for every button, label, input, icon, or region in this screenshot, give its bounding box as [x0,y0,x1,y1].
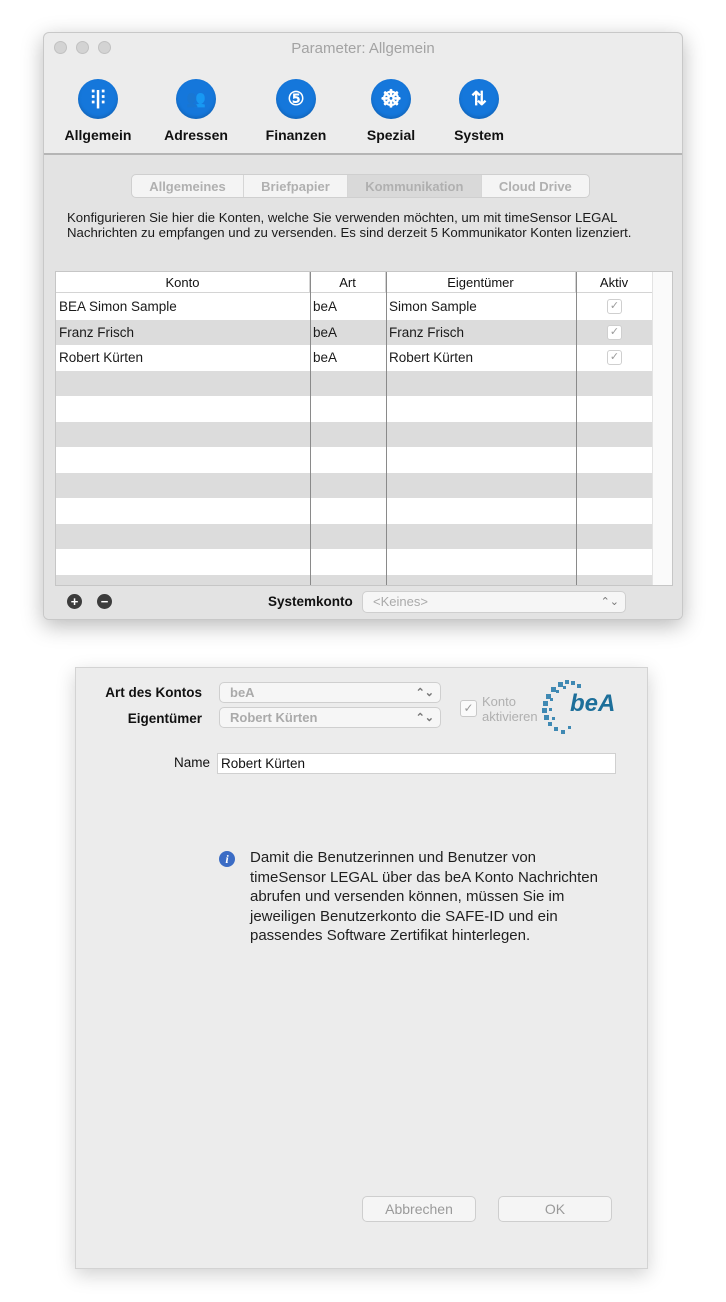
eigentuemer-value: Robert Kürten [230,710,318,725]
cancel-button[interactable]: Abbrechen [362,1196,476,1222]
konto-aktivieren-checkbox[interactable]: ✓ [460,700,477,717]
table-row[interactable] [56,320,653,346]
toolbar-label: Adressen [164,127,228,143]
coins-icon: ⑤ [276,79,316,119]
equalizer-icon: ⫶|⫶ [78,79,118,119]
active-checkbox[interactable]: ✓ [607,325,622,340]
empty-row [56,371,653,397]
toolbar-item-finanzen[interactable] [251,79,341,143]
empty-row [56,575,653,587]
cell-art: beA [313,324,338,340]
cell-eigentuemer: Simon Sample [389,299,477,314]
empty-row [56,473,653,499]
toolbar-label: Allgemein [64,127,132,143]
empty-row [56,422,653,448]
cell-aktiv [576,345,653,371]
people-icon: 👥 [176,79,216,119]
info-text: Damit die Benutzerinnen und Benutzer von timeSensor LEGAL über das beA Konto Nachrichten abrufen und versenden können, müssen Sie im jeweiligen Benutzerkonto die SAFE-ID und ein passendes Software Zertifikat hinterlegen. [250,849,598,944]
column-header-art[interactable]: Art [310,272,386,292]
systemkonto-label: Systemkonto [268,594,353,609]
systemkonto-select[interactable] [362,591,626,613]
name-label: Name [174,755,211,770]
info-icon: i [219,851,235,867]
empty-row [56,524,653,550]
ok-button[interactable]: OK [498,1196,612,1222]
description-text: Konfigurieren Sie hier die Konten, welche Sie verwenden möchten, um mit timeSensor LEGAL Nachrichten zu empfangen und zu versenden. Es sind derzeit 5 Kommunikator Konten lizenziert. [67,210,632,240]
column-header-konto[interactable]: Konto [56,272,310,292]
table-header [56,272,653,293]
cell-konto: BEA Simon Sample [59,299,177,314]
cell-aktiv [576,320,653,346]
tab-briefpapier[interactable]: Briefpapier [244,175,348,197]
preferences-content [44,155,682,620]
add-account-button[interactable]: + [67,594,82,609]
cell-eigentuemer: Franz Frisch [389,324,465,340]
active-checkbox[interactable]: ✓ [607,350,622,365]
art-des-kontos-select[interactable] [219,682,441,703]
systemkonto-value: <Keines> [373,594,428,609]
konto-aktivieren-label: Konto aktivieren [482,694,538,724]
column-header-aktiv[interactable]: Aktiv [576,272,653,292]
vertical-scrollbar[interactable] [652,272,672,585]
cell-konto: Robert Kürten [59,350,144,365]
preferences-toolbar [44,63,682,155]
tab-cloud-drive[interactable]: Cloud Drive [498,178,572,194]
sync-arrows-icon: ⇅ [459,79,499,119]
table-row[interactable] [56,345,653,371]
toolbar-label: System [454,127,504,143]
cell-art: beA [313,350,338,365]
toolbar-item-system[interactable] [434,79,524,143]
cell-konto: Franz Frisch [59,324,135,340]
empty-row [56,447,653,473]
bea-logo-text: beA [570,690,616,717]
name-field[interactable]: Robert Kürten [217,753,616,774]
bea-logo [536,678,622,736]
toolbar-label: Spezial [366,127,416,143]
tab-allgemeines[interactable]: Allgemeines [132,175,244,197]
cell-eigentuemer: Robert Kürten [389,350,474,365]
empty-row [56,549,653,575]
toolbar-label: Finanzen [265,127,327,143]
chevron-updown-icon: ⌃⌄ [415,687,434,699]
tab-kommunikation[interactable]: Kommunikation [348,175,482,197]
empty-row [56,396,653,422]
chevron-updown-icon: ⌃⌄ [600,596,619,608]
title-bar [44,33,682,63]
column-header-eigentuemer[interactable]: Eigentümer [386,272,576,292]
ship-wheel-icon: ☸ [371,79,411,119]
accounts-table [55,271,673,586]
empty-row [56,498,653,524]
chevron-updown-icon: ⌃⌄ [415,712,434,724]
account-sheet [75,667,648,1269]
column-divider [576,272,577,585]
cell-art: beA [313,299,338,314]
toolbar-item-spezial[interactable] [346,79,436,143]
eigentuemer-label: Eigentümer [127,711,202,726]
column-divider [386,272,387,585]
art-des-kontos-label: Art des Kontos [105,685,202,700]
preferences-window [43,32,683,620]
toolbar-item-allgemein[interactable] [53,79,143,143]
cell-aktiv [576,294,653,320]
art-des-kontos-value: beA [230,685,255,700]
tab-bar [131,174,590,198]
toolbar-item-adressen[interactable] [151,79,241,143]
table-row[interactable] [56,294,653,320]
remove-account-button[interactable]: − [97,594,112,609]
eigentuemer-select[interactable] [219,707,441,728]
table-body [56,294,653,586]
window-title: Parameter: Allgemein [291,40,435,57]
column-divider [310,272,311,585]
active-checkbox[interactable]: ✓ [607,299,622,314]
